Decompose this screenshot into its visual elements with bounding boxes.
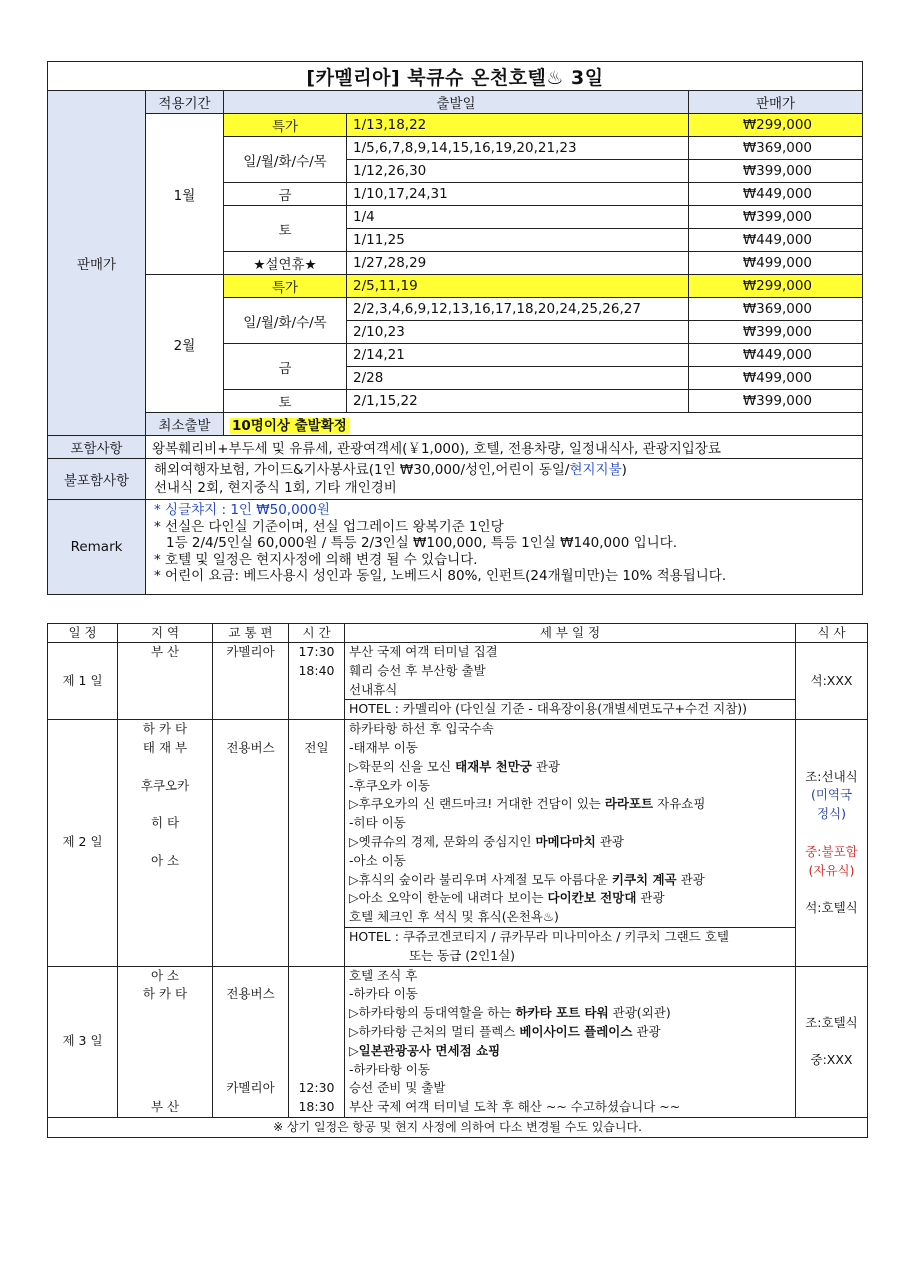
month-label: 2월 [146, 275, 224, 413]
price-side-label: 판매가 [48, 91, 146, 436]
price-value: ₩449,000 [689, 183, 863, 206]
region-line: 히 타 [150, 815, 180, 831]
excluded-onsite-pay: 현지지불 [569, 462, 622, 478]
departure-dates: 1/13,18,22 [347, 114, 689, 137]
departure-dates: 2/14,21 [347, 344, 689, 367]
day-region [118, 720, 213, 966]
departure-dates: 1/5,6,7,8,9,14,15,16,19,20,21,23 [347, 137, 689, 160]
transport-line [213, 1004, 288, 1023]
excluded-line: 해외여행자보험, 가이드&기사봉사료(1인 ₩30,000/성인,어린이 동일/ [154, 462, 570, 478]
day-hotel [345, 927, 796, 966]
detail-line: ▷하카타항 근처의 멀티 플렉스 베이사이드 플레이스 관광 [349, 1023, 661, 1039]
time-line [289, 1061, 344, 1080]
departure-type: ★설연휴★ [224, 252, 347, 275]
meal-spacer [796, 880, 867, 899]
detail-line: ▷아소 오악이 한눈에 내려다 보이는 다이칸보 전망대 관광 [349, 890, 665, 906]
region-line [118, 1061, 212, 1080]
transport-line: 전용버스 [226, 739, 275, 755]
included-value: 왕복훼리비+부두세 및 유류세, 관광여객세(￥1,000), 호텔, 전용차량, 일정내식사, 관광지입장료 [146, 436, 863, 459]
price-value: ₩369,000 [689, 137, 863, 160]
day-meal [796, 720, 868, 966]
transport-line [213, 1023, 288, 1042]
departure-dates: 1/11,25 [347, 229, 689, 252]
included-label: 포함사항 [48, 436, 146, 459]
remark-line: * 어린이 요금: 베드사용시 성인과 동일, 노베드시 80%, 인펀트(24개월미만)는 10% 적용됩니다. [154, 568, 727, 584]
day-region [118, 643, 213, 720]
day-details [345, 720, 796, 928]
excluded-line: 선내식 2회, 현지중식 1회, 기타 개인경비 [154, 480, 397, 496]
meal-line: 정식) [816, 806, 847, 822]
detail-line: 선내휴식 [349, 681, 398, 697]
transport-line [213, 1042, 288, 1061]
header-meal: 식 사 [796, 624, 868, 643]
departure-type: 특가 [224, 275, 347, 298]
detail-line: 호텔 체크인 후 석식 및 휴식(온천욕♨) [349, 909, 559, 925]
detail-line: -히타 이동 [349, 815, 406, 831]
departure-type: 금 [224, 344, 347, 390]
day-transport [213, 643, 289, 720]
time-line [289, 967, 344, 986]
departure-dates: 2/5,11,19 [347, 275, 689, 298]
detail-line: ▷후쿠오카의 신 랜드마크! 거대한 건담이 있는 라라포트 자유쇼핑 [349, 796, 706, 812]
remark-single-charge: * 싱글챠지 : 1인 ₩50,000원 [154, 502, 330, 518]
price-value: ₩399,000 [689, 390, 863, 413]
day-transport [213, 966, 289, 1117]
meal-spacer [796, 824, 867, 843]
day-label: 제 3 일 [48, 966, 118, 1117]
region-line [118, 1023, 212, 1042]
meal-line: 중:XXX [810, 1052, 853, 1068]
region-line [118, 1004, 212, 1023]
departure-type: 토 [224, 390, 347, 413]
price-row [48, 114, 863, 137]
remark-label: Remark [48, 500, 146, 595]
price-value: ₩299,000 [689, 114, 863, 137]
price-value: ₩399,000 [689, 321, 863, 344]
departure-dates: 1/27,28,29 [347, 252, 689, 275]
day-hotel [345, 700, 796, 720]
price-value: ₩499,000 [689, 367, 863, 390]
time-line [289, 985, 344, 1004]
region-line: 아 소 [150, 967, 180, 983]
departure-dates: 2/1,15,22 [347, 390, 689, 413]
price-row [48, 275, 863, 298]
region-line: 부 산 [150, 644, 180, 659]
meal-line: 조:선내식 [805, 768, 858, 784]
departure-dates: 1/10,17,24,31 [347, 183, 689, 206]
day-time [289, 643, 345, 720]
price-table [47, 61, 863, 595]
transport-line: 카멜리아 [226, 644, 275, 659]
header-details: 세 부 일 정 [345, 624, 796, 643]
detail-line: 호텔 조식 후 [349, 967, 418, 983]
region-line: 하 카 타 [142, 986, 188, 1002]
transport-line: 카멜리아 [226, 1080, 275, 1096]
price-value: ₩299,000 [689, 275, 863, 298]
price-value: ₩449,000 [689, 344, 863, 367]
transport-line [213, 1061, 288, 1080]
time-line: 전일 [304, 739, 329, 755]
detail-line: -후쿠오카 이동 [349, 777, 430, 793]
min-departure-label: 최소출발 [146, 413, 224, 436]
day-transport [213, 720, 289, 966]
header-price: 판매가 [689, 91, 863, 114]
detail-line: -아소 이동 [349, 852, 406, 868]
day-meal: 석:XXX [796, 643, 868, 720]
time-line: 18:30 [298, 1099, 335, 1115]
meal-spacer [796, 1032, 867, 1051]
remark-body [146, 500, 863, 595]
price-value: ₩399,000 [689, 206, 863, 229]
departure-dates: 1/4 [347, 206, 689, 229]
day-time [289, 720, 345, 966]
day-details [345, 643, 796, 700]
detail-line: 부산 국제 여객 터미널 도착 후 해산 ~~ 수고하셨습니다 ~~ [349, 1099, 681, 1115]
region-line [118, 1079, 212, 1098]
region-line: 아 소 [150, 852, 180, 868]
hotel-line: HOTEL : 쿠쥬코겐코티지 / 큐카무라 미나미아소 / 키쿠치 그랜드 호텔 [349, 928, 729, 944]
meal-line: 조:호텔식 [805, 1014, 858, 1030]
time-line [289, 1004, 344, 1023]
detail-line: ▷휴식의 숲이라 불리우며 사계절 모두 아름다운 키쿠치 계곡 관광 [349, 871, 705, 887]
time-line: 12:30 [298, 1080, 335, 1096]
month-label: 1월 [146, 114, 224, 275]
day-meal [796, 966, 868, 1117]
transport-line: 전용버스 [226, 986, 275, 1002]
time-line [289, 1023, 344, 1042]
transport-line [213, 1098, 288, 1117]
departure-dates: 2/10,23 [347, 321, 689, 344]
time-line [289, 1042, 344, 1061]
region-line: 부 산 [150, 1099, 180, 1115]
detail-line: -하카타 이동 [349, 986, 418, 1002]
detail-line: ▷옛큐슈의 경제, 문화의 중심지인 마메다마치 관광 [349, 833, 624, 849]
detail-line: ▷일본관광공사 면세점 쇼핑 [349, 1042, 501, 1058]
time-line: 17:30 [298, 644, 335, 659]
detail-line: -태재부 이동 [349, 739, 418, 755]
day-label: 제 1 일 [48, 643, 118, 720]
region-line: 태 재 부 [142, 739, 188, 755]
region-line: 하 카 타 [142, 721, 188, 737]
excluded-value [146, 459, 863, 500]
detail-line: 훼리 승선 후 부산항 출발 [349, 662, 486, 678]
departure-type: 토 [224, 206, 347, 252]
region-line [118, 795, 212, 814]
header-departure: 출발일 [224, 91, 689, 114]
departure-dates: 2/28 [347, 367, 689, 390]
day-region [118, 966, 213, 1117]
remark-line: 1등 2/4/5인실 60,000원 / 특등 2/3인실 ₩100,000, 특등 1인실 ₩140,000 입니다. [166, 535, 678, 551]
detail-line: 승선 준비 및 출발 [349, 1080, 446, 1096]
header-period: 적용기간 [146, 91, 224, 114]
meal-line: (미역국 [810, 787, 853, 803]
min-departure-value: 10명이상 출발확정 [232, 418, 347, 434]
price-value: ₩369,000 [689, 298, 863, 321]
meal-line: 중:불포함 [805, 843, 858, 859]
meal-line: 석:호텔식 [805, 900, 858, 916]
day-label: 제 2 일 [48, 720, 118, 966]
hotel-line: 또는 동급 (2인1실) [409, 947, 516, 963]
region-line [118, 1042, 212, 1061]
detail-line: ▷하카타항의 등대역할을 하는 하카타 포트 타워 관광(외관) [349, 1005, 671, 1021]
departure-type: 일/월/화/수/목 [224, 298, 347, 344]
departure-dates: 2/2,3,4,6,9,12,13,16,17,18,20,24,25,26,27 [347, 298, 689, 321]
header-region: 지 역 [118, 624, 213, 643]
header-transport: 교 통 편 [213, 624, 289, 643]
time-line [289, 720, 344, 739]
page-title: [카멜리아] 북큐슈 온천호텔♨ 3일 [48, 62, 863, 91]
itinerary-table [47, 623, 868, 1138]
detail-line: -하카타항 이동 [349, 1061, 430, 1077]
price-value: ₩449,000 [689, 229, 863, 252]
detail-line: 하카타항 하선 후 입국수속 [349, 721, 494, 737]
detail-line: ▷학문의 신을 모신 태재부 천만궁 관광 [349, 758, 560, 774]
itinerary-footnote: ※ 상기 일정은 항공 및 현지 사정에 의하여 다소 변경될 수도 있습니다. [48, 1117, 868, 1137]
price-value: ₩399,000 [689, 160, 863, 183]
region-line [118, 833, 212, 852]
remark-line: * 선실은 다인실 기준이며, 선실 업그레이드 왕복기준 1인당 [154, 518, 504, 535]
transport-line [213, 967, 288, 986]
remark-line: * 호텔 및 일정은 현지사정에 의해 변경 될 수 있습니다. [154, 551, 478, 568]
excluded-line-end: ) [621, 462, 627, 478]
region-line: 후쿠오카 [140, 777, 190, 793]
header-day: 일 정 [48, 624, 118, 643]
day-details [345, 966, 796, 1117]
excluded-label: 불포함사항 [48, 459, 146, 500]
hotel-line: HOTEL : 카멜리아 (다인실 기준 - 대욕장이용(개별세면도구+수건 지참)) [349, 701, 748, 717]
meal-line: (자유식) [808, 862, 855, 878]
departure-type: 금 [224, 183, 347, 206]
header-time: 시 간 [289, 624, 345, 643]
transport-line [213, 720, 288, 739]
departure-type: 특가 [224, 114, 347, 137]
departure-dates: 1/12,26,30 [347, 160, 689, 183]
time-line: 18:40 [298, 662, 335, 678]
region-line [118, 758, 212, 777]
price-value: ₩499,000 [689, 252, 863, 275]
day-time [289, 966, 345, 1117]
departure-type: 일/월/화/수/목 [224, 137, 347, 183]
detail-line: 부산 국제 여객 터미널 집결 [349, 644, 498, 659]
